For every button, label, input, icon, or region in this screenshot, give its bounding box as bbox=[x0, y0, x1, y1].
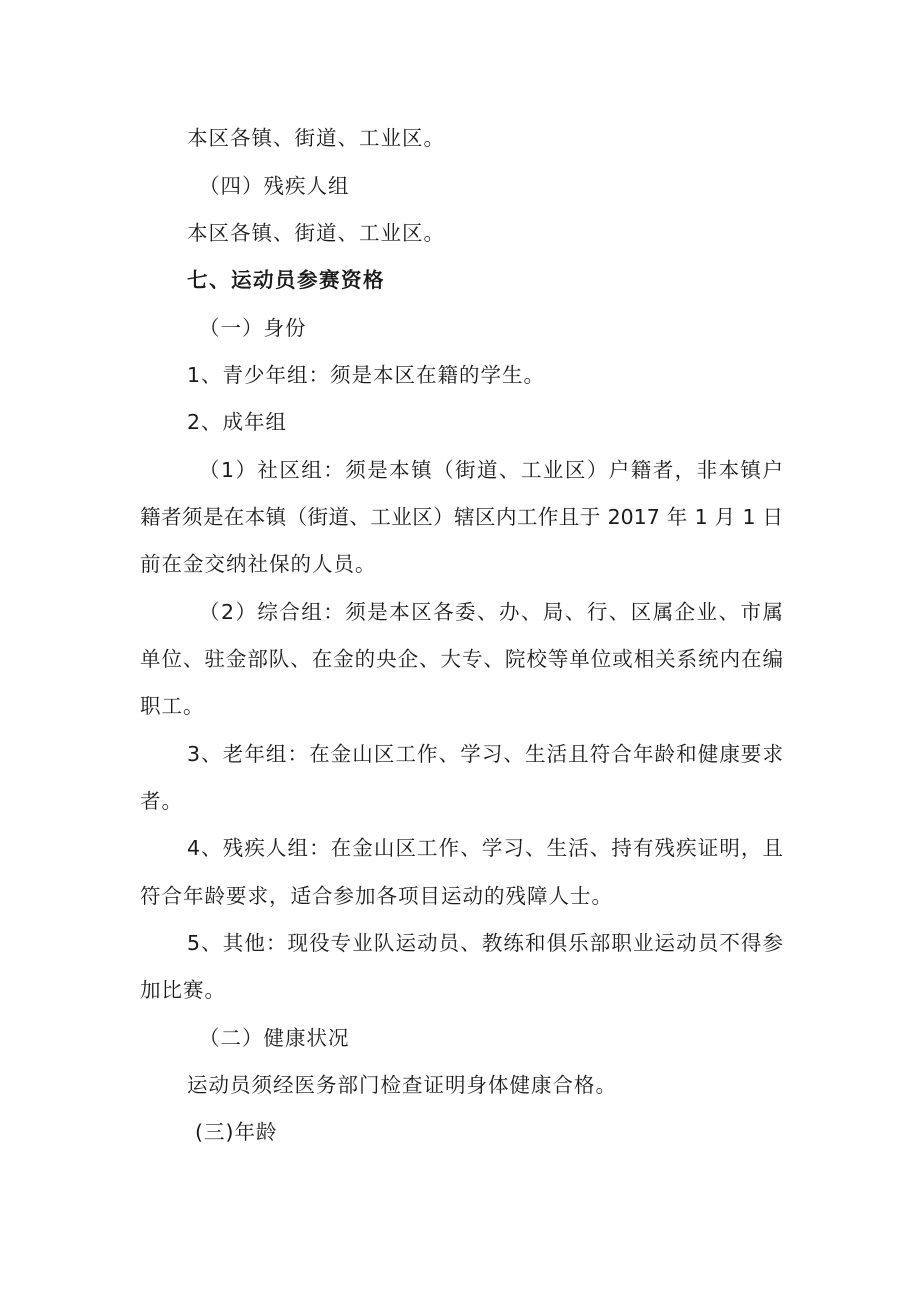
text-line: 单位、驻金部队、在金的央企、大专、院校等单位或相关系统内在编 bbox=[140, 647, 783, 671]
text-line: 本区各镇、街道、工业区。 bbox=[187, 126, 445, 150]
text-line: 籍者须是在本镇（街道、工业区）辖区内工作且于 2017 年 1 月 1 日 bbox=[140, 505, 783, 529]
text-line: （2）综合组：须是本区各委、办、局、行、区属企业、市属 bbox=[199, 600, 783, 624]
section-heading: 七、运动员参赛资格 bbox=[187, 268, 385, 292]
text-line: 本区各镇、街道、工业区。 bbox=[187, 221, 445, 245]
subsection-heading: （一）身份 bbox=[199, 316, 307, 340]
subsection-heading: （四）残疾人组 bbox=[199, 174, 350, 198]
text-line: 5、其他：现役专业队运动员、教练和俱乐部职业运动员不得参 bbox=[187, 931, 783, 955]
text-line: 者。 bbox=[140, 789, 183, 813]
text-line: 前在金交纳社保的人员。 bbox=[140, 552, 377, 576]
text-line: 1、青少年组：须是本区在籍的学生。 bbox=[187, 363, 546, 387]
text-line: 符合年龄要求，适合参加各项目运动的残障人士。 bbox=[140, 884, 613, 908]
text-line: 3、老年组：在金山区工作、学习、生活且符合年龄和健康要求 bbox=[187, 742, 783, 766]
text-line: 2、成年组 bbox=[187, 410, 288, 434]
text-line: 加比赛。 bbox=[140, 978, 226, 1002]
text-line: 运动员须经医务部门检查证明身体健康合格。 bbox=[187, 1073, 617, 1097]
subsection-heading: （二）健康状况 bbox=[199, 1026, 350, 1050]
text-line: 4、残疾人组：在金山区工作、学习、生活、持有残疾证明，且 bbox=[187, 836, 783, 860]
text-line: （1）社区组：须是本镇（街道、工业区）户籍者，非本镇户 bbox=[199, 458, 783, 482]
text-line: 职工。 bbox=[140, 694, 205, 718]
subsection-heading: (三)年龄 bbox=[195, 1120, 278, 1144]
